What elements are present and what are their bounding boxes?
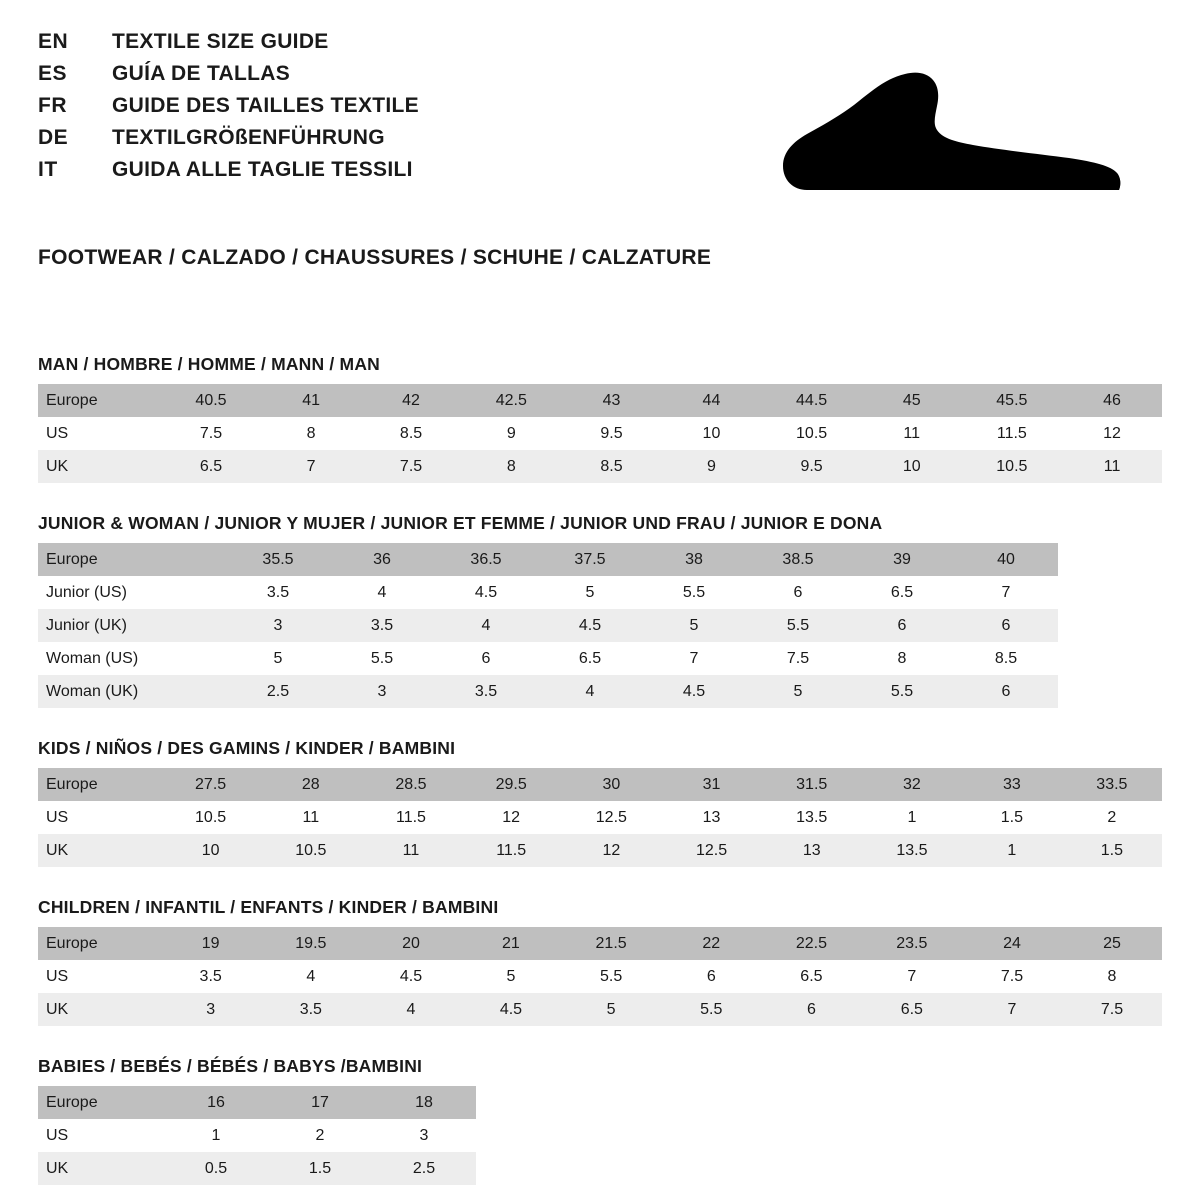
cell: 3 — [330, 675, 434, 708]
cell: 6 — [661, 960, 761, 993]
language-row — [38, 30, 419, 62]
cell: 1.5 — [962, 801, 1062, 834]
cell: 13 — [762, 834, 862, 867]
section-title: KIDS / NIÑOS / DES GAMINS / KINDER / BAMBINI — [38, 738, 456, 758]
cell: 4.5 — [642, 675, 746, 708]
cell: 7.5 — [361, 450, 461, 483]
cell: 33 — [962, 768, 1062, 801]
cell: 36 — [330, 543, 434, 576]
cell: 37.5 — [538, 543, 642, 576]
row-label: US — [38, 1119, 164, 1152]
language-title: TEXTILE SIZE GUIDE — [112, 30, 329, 53]
cell: 10.5 — [261, 834, 361, 867]
cell: 1 — [164, 1119, 268, 1152]
cell: 1.5 — [1062, 834, 1162, 867]
table-row — [38, 768, 1162, 801]
cell: 3 — [372, 1119, 476, 1152]
cell: 33.5 — [1062, 768, 1162, 801]
row-label: UK — [38, 993, 161, 1026]
cell: 12 — [561, 834, 661, 867]
row-label: US — [38, 801, 161, 834]
cell: 11 — [1062, 450, 1162, 483]
row-label: Europe — [38, 543, 226, 576]
category-title: FOOTWEAR / CALZADO / CHAUSSURES / SCHUHE / CALZATURE — [38, 246, 712, 269]
cell: 7 — [862, 960, 962, 993]
cell: 21.5 — [561, 927, 661, 960]
cell: 22.5 — [761, 927, 861, 960]
table-row — [38, 417, 1162, 450]
cell: 36.5 — [434, 543, 538, 576]
cell: 6.5 — [538, 642, 642, 675]
cell: 12.5 — [661, 834, 761, 867]
cell: 10.5 — [761, 417, 861, 450]
cell: 6.5 — [761, 960, 861, 993]
cell: 20 — [361, 927, 461, 960]
cell: 5.5 — [561, 960, 661, 993]
cell: 3.5 — [226, 576, 330, 609]
cell: 41 — [261, 384, 361, 417]
cell: 44 — [662, 384, 762, 417]
cell: 8 — [461, 450, 561, 483]
section-kids — [38, 738, 1162, 867]
table-row — [38, 576, 1058, 609]
cell: 28.5 — [361, 768, 461, 801]
cell: 31 — [661, 768, 761, 801]
cell: 12 — [1062, 417, 1162, 450]
cell: 45 — [862, 384, 962, 417]
cell: 29.5 — [461, 768, 561, 801]
cell: 16 — [164, 1086, 268, 1119]
row-label: Junior (UK) — [38, 609, 226, 642]
cell: 4.5 — [538, 609, 642, 642]
table-row — [38, 450, 1162, 483]
cell: 28 — [261, 768, 361, 801]
cell: 12 — [461, 801, 561, 834]
cell: 5 — [538, 576, 642, 609]
cell: 1 — [862, 801, 962, 834]
cell: 11.5 — [962, 417, 1062, 450]
cell: 11 — [361, 834, 461, 867]
cell: 3 — [226, 609, 330, 642]
cell: 6 — [761, 993, 861, 1026]
cell: 17 — [268, 1086, 372, 1119]
language-title: GUÍA DE TALLAS — [112, 62, 291, 85]
cell: 5.5 — [330, 642, 434, 675]
header — [38, 30, 1162, 212]
cell: 3.5 — [434, 675, 538, 708]
cell: 3.5 — [261, 993, 361, 1026]
cell: 4 — [261, 960, 361, 993]
cell: 43 — [562, 384, 662, 417]
table-row — [38, 993, 1162, 1026]
cell: 12.5 — [561, 801, 661, 834]
row-label: Woman (UK) — [38, 675, 226, 708]
language-row — [38, 126, 419, 158]
cell: 11.5 — [461, 834, 561, 867]
cell: 6.5 — [850, 576, 954, 609]
section-title: BABIES / BEBÉS / BÉBÉS / BABYS /BAMBINI — [38, 1056, 423, 1076]
cell: 44.5 — [761, 384, 861, 417]
size-table-kids — [38, 768, 1162, 867]
cell: 3.5 — [330, 609, 434, 642]
section-babies — [38, 1056, 1162, 1185]
table-row — [38, 1119, 476, 1152]
cell: 42 — [361, 384, 461, 417]
row-label: UK — [38, 1152, 164, 1185]
table-row — [38, 801, 1162, 834]
cell: 8.5 — [954, 642, 1058, 675]
row-label: Europe — [38, 1086, 164, 1119]
cell: 7.5 — [962, 960, 1062, 993]
cell: 9 — [461, 417, 561, 450]
cell: 21 — [461, 927, 561, 960]
language-code: DE — [38, 126, 69, 149]
language-row — [38, 158, 419, 190]
cell: 5 — [461, 960, 561, 993]
cell: 0.5 — [164, 1152, 268, 1185]
section-children — [38, 897, 1162, 1026]
cell: 38 — [642, 543, 746, 576]
cell: 7.5 — [161, 417, 261, 450]
language-row — [38, 62, 419, 94]
cell: 4 — [361, 993, 461, 1026]
language-row — [38, 94, 419, 126]
cell: 11.5 — [361, 801, 461, 834]
cell: 5.5 — [850, 675, 954, 708]
cell: 5 — [561, 993, 661, 1026]
size-table-man — [38, 384, 1162, 483]
cell: 7 — [962, 993, 1062, 1026]
cell: 42.5 — [461, 384, 561, 417]
cell: 30 — [561, 768, 661, 801]
cell: 10 — [161, 834, 261, 867]
cell: 9 — [662, 450, 762, 483]
cell: 38.5 — [746, 543, 850, 576]
table-row — [38, 642, 1058, 675]
cell: 35.5 — [226, 543, 330, 576]
size-table-children — [38, 927, 1162, 1026]
cell: 6.5 — [161, 450, 261, 483]
language-title: GUIDE DES TAILLES TEXTILE — [112, 94, 419, 117]
table-row — [38, 609, 1058, 642]
cell: 13 — [661, 801, 761, 834]
language-list — [38, 30, 419, 190]
cell: 5 — [226, 642, 330, 675]
table-row — [38, 927, 1162, 960]
cell: 11 — [862, 417, 962, 450]
cell: 4.5 — [461, 993, 561, 1026]
cell: 31.5 — [762, 768, 862, 801]
cell: 25 — [1062, 927, 1162, 960]
row-label: Europe — [38, 768, 161, 801]
cell: 6 — [434, 642, 538, 675]
language-code: FR — [38, 94, 67, 117]
cell: 1.5 — [268, 1152, 372, 1185]
cell: 6 — [954, 609, 1058, 642]
cell: 4 — [538, 675, 642, 708]
section-junior-woman — [38, 513, 1162, 708]
cell: 10 — [662, 417, 762, 450]
cell: 46 — [1062, 384, 1162, 417]
cell: 13.5 — [762, 801, 862, 834]
cell: 4 — [330, 576, 434, 609]
cell: 5.5 — [746, 609, 850, 642]
cell: 40.5 — [161, 384, 261, 417]
cell: 3 — [161, 993, 261, 1026]
cell: 23.5 — [862, 927, 962, 960]
cell: 13.5 — [862, 834, 962, 867]
dress-shoe-icon — [772, 52, 1132, 212]
cell: 10.5 — [962, 450, 1062, 483]
cell: 11 — [261, 801, 361, 834]
language-title: GUIDA ALLE TAGLIE TESSILI — [112, 158, 413, 181]
section-title: CHILDREN / INFANTIL / ENFANTS / KINDER / BAMBINI — [38, 897, 499, 917]
cell: 18 — [372, 1086, 476, 1119]
row-label: Europe — [38, 384, 161, 417]
cell: 10.5 — [161, 801, 261, 834]
cell: 7 — [954, 576, 1058, 609]
cell: 8 — [850, 642, 954, 675]
language-title: TEXTILGRÖßENFÜHRUNG — [112, 126, 385, 149]
cell: 22 — [661, 927, 761, 960]
table-row — [38, 1152, 476, 1185]
cell: 32 — [862, 768, 962, 801]
cell: 6 — [954, 675, 1058, 708]
table-row — [38, 384, 1162, 417]
row-label: Woman (US) — [38, 642, 226, 675]
cell: 8.5 — [562, 450, 662, 483]
cell: 1 — [962, 834, 1062, 867]
cell: 9.5 — [761, 450, 861, 483]
row-label: US — [38, 960, 161, 993]
row-label: UK — [38, 834, 161, 867]
cell: 2.5 — [226, 675, 330, 708]
section-title: JUNIOR & WOMAN / JUNIOR Y MUJER / JUNIOR ET FEMME / JUNIOR UND FRAU / JUNIOR E DONA — [38, 513, 883, 533]
size-table-babies — [38, 1086, 476, 1185]
row-label: US — [38, 417, 161, 450]
cell: 2 — [268, 1119, 372, 1152]
cell: 6.5 — [862, 993, 962, 1026]
cell: 8.5 — [361, 417, 461, 450]
cell: 3.5 — [161, 960, 261, 993]
language-code: ES — [38, 62, 68, 85]
cell: 24 — [962, 927, 1062, 960]
cell: 19.5 — [261, 927, 361, 960]
cell: 7.5 — [1062, 993, 1162, 1026]
row-label: Junior (US) — [38, 576, 226, 609]
cell: 2 — [1062, 801, 1162, 834]
cell: 5 — [746, 675, 850, 708]
row-label: Europe — [38, 927, 161, 960]
cell: 4.5 — [361, 960, 461, 993]
table-row — [38, 834, 1162, 867]
cell: 5.5 — [661, 993, 761, 1026]
cell: 5 — [642, 609, 746, 642]
cell: 39 — [850, 543, 954, 576]
cell: 8 — [261, 417, 361, 450]
cell: 6 — [746, 576, 850, 609]
cell: 4 — [434, 609, 538, 642]
table-row — [38, 960, 1162, 993]
table-row — [38, 675, 1058, 708]
cell: 27.5 — [161, 768, 261, 801]
cell: 9.5 — [562, 417, 662, 450]
cell: 8 — [1062, 960, 1162, 993]
language-code: EN — [38, 30, 69, 53]
size-table-junior-woman — [38, 543, 1058, 708]
row-label: UK — [38, 450, 161, 483]
cell: 45.5 — [962, 384, 1062, 417]
language-code: IT — [38, 158, 58, 181]
cell: 10 — [862, 450, 962, 483]
cell: 7 — [261, 450, 361, 483]
cell: 6 — [850, 609, 954, 642]
table-row — [38, 1086, 476, 1119]
section-title: MAN / HOMBRE / HOMME / MANN / MAN — [38, 354, 380, 374]
cell: 19 — [161, 927, 261, 960]
cell: 2.5 — [372, 1152, 476, 1185]
cell: 5.5 — [642, 576, 746, 609]
cell: 7.5 — [746, 642, 850, 675]
table-row — [38, 543, 1058, 576]
cell: 7 — [642, 642, 746, 675]
section-man — [38, 354, 1162, 483]
cell: 40 — [954, 543, 1058, 576]
cell: 4.5 — [434, 576, 538, 609]
